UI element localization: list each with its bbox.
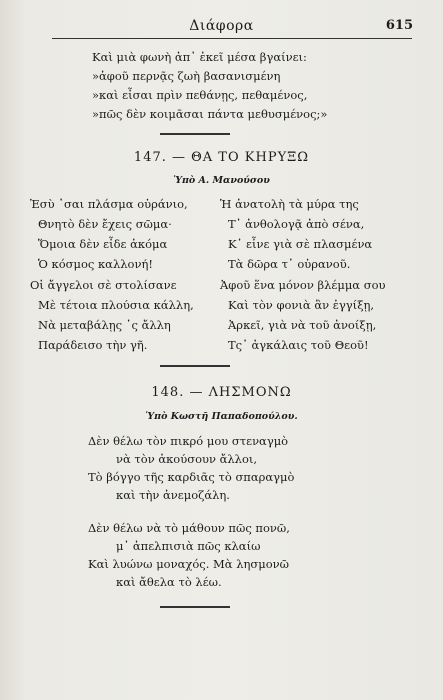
verse-line: Καὶ λυώνω μοναχός. Μὰ λησμονῶ xyxy=(88,557,289,571)
stanza-right xyxy=(220,197,420,277)
verse-line: νὰ τὸν ἀκούσουν ἄλλοι, xyxy=(116,452,258,466)
verse-line: Οἱ ἄγγελοι σὲ στολίσανε xyxy=(30,278,177,292)
verse-line: Τὰ δῶρα τ᾿ οὐρανοῦ. xyxy=(228,257,351,271)
intro-line: »καὶ εἶσαι πρὶν πεθάνῃς, πεθαμένος, xyxy=(92,88,308,102)
verse-line: Ὁ κόσμος καλλονή! xyxy=(38,257,153,271)
verse-line: Παράδεισο τὴν γῆ. xyxy=(38,338,148,352)
intro-line: Καὶ μιὰ φωνὴ ἀπ᾿ ἐκεῖ μέσα βγαίνει: xyxy=(92,50,307,64)
stanza xyxy=(88,521,408,593)
stanza-right xyxy=(220,278,420,358)
verse-line: Ἐσὺ ῾σαι πλάσμα οὐράνιο, xyxy=(30,197,188,211)
running-head xyxy=(0,18,443,40)
verse-line: Μὲ τέτοια πλούσια κάλλη, xyxy=(38,298,194,312)
section-divider xyxy=(160,606,230,608)
stanza-left xyxy=(30,278,210,358)
verse-line: Δὲν θέλω τὸν πικρό μου στεναγμὸ xyxy=(88,434,289,448)
verse-line: Ἀρκεῖ, γιὰ νὰ τοῦ ἀνοίξῃ, xyxy=(228,318,377,332)
verse-line: Τὸ βόγγο τῆς καρδιᾶς τὸ σπαραγμὸ xyxy=(88,470,295,484)
verse-line: Ἀφοῦ ἕνα μόνον βλέμμα σου xyxy=(220,278,386,292)
poem-title: 148. — ΛΗΣΜΟΝΩ xyxy=(151,385,292,400)
verse-line: Θνητὸ δὲν ἔχεις σῶμα· xyxy=(38,217,172,231)
verse-line: καὶ τὴν ἀνεμοζάλη. xyxy=(116,488,230,502)
verse-line: Τς᾿ ἀγκάλαις τοῦ Θεοῦ! xyxy=(228,338,369,352)
intro-line: »πῶς δὲν κοιμᾶσαι πάντα μεθυσμένος;» xyxy=(92,107,328,121)
poem-title: 147. — ΘΑ ΤΟ ΚΗΡΥΞΩ xyxy=(133,150,310,165)
verse-line: Δὲν θέλω νὰ τὸ μάθουν πῶς πονῶ, xyxy=(88,521,290,535)
verse-line: καὶ ἄθελα τὸ λέω. xyxy=(116,575,222,589)
poem-byline: Ὑπὸ Α. Μανούσου xyxy=(173,175,270,186)
section-divider xyxy=(160,365,230,367)
poem-byline: Ὑπὸ Κωστῆ Παπαδοπούλου. xyxy=(145,411,298,422)
stanza-left xyxy=(30,197,210,277)
running-title: Διάφορα xyxy=(189,18,254,34)
section-divider xyxy=(160,133,230,135)
verse-line: Καὶ τὸν φονιὰ ἂν ἐγγίξῃ, xyxy=(228,298,375,312)
verse-line: Νὰ μεταβάλῃς ῾ς ἄλλη xyxy=(38,318,171,332)
verse-line: Ἡ ἀνατολὴ τὰ μύρα της xyxy=(220,197,359,211)
verse-line: Ὅμοια δὲν εἶδε ἀκόμα xyxy=(38,237,168,251)
verse-line: Κ᾿ εἶνε γιὰ σὲ πλασμένα xyxy=(228,237,373,251)
page-number: 615 xyxy=(385,18,413,33)
header-rule xyxy=(52,38,412,39)
verse-line: μ᾿ ἀπελπισιὰ πῶς κλαίω xyxy=(116,539,261,553)
stanza xyxy=(88,434,408,506)
intro-line: »ἀφοῦ περνᾷς ζωὴ βασανισμένη xyxy=(92,69,281,83)
verse-line: Τ᾿ ἀνθολογᾷ ἀπὸ σένα, xyxy=(228,217,365,231)
